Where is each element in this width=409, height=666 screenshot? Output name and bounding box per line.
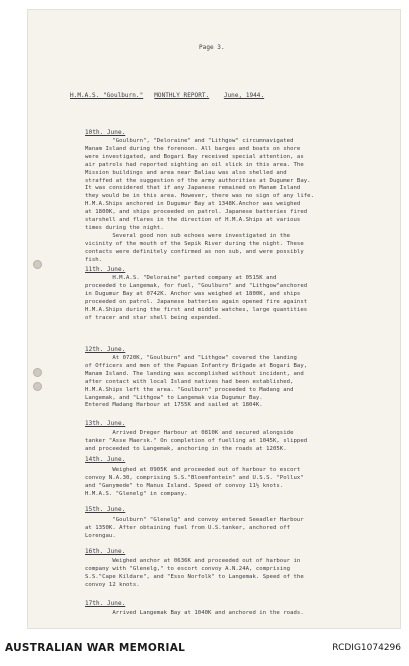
entry-text: Arrived Dreger Harbour at 0810K and secured alongside tanker "Asse Maersk." On completion of fuelling at 1045K, slipped and proceeded to Langemak, anchoring in the roads at 1205K. — [85, 430, 308, 452]
entry-date: 13th. June. — [85, 420, 126, 427]
entry-date: 12th. June. — [85, 346, 126, 353]
document-page — [28, 10, 400, 628]
entry-date: 17th. June. — [85, 600, 126, 607]
entry-text: "Goulburn" "Glenelg" and convoy entered Seeadler Harbour at 1350K. After obtaining fuel from U.S.tanker, anchored off Lorengau. — [85, 517, 304, 539]
punch-hole — [33, 368, 42, 377]
entry-text: Weighed at 0905K and proceeded out of harbour to escort convoy N.A.30, comprising S.S."Bloemfontein" and U.S.S. "Pollux" and "Ganymede" to Manus Island. Speed of convoy 11½ knots. H.M.A.S. "Glenelg" in company. — [85, 467, 304, 497]
report-month: June, 1944. — [223, 92, 265, 99]
entry-date: 15th. June. — [85, 506, 126, 513]
punch-hole — [33, 260, 42, 269]
institution-name: AUSTRALIAN WAR MEMORIAL — [5, 642, 186, 654]
entry-date: 16th. June. — [85, 548, 126, 555]
report-header — [70, 92, 264, 100]
page-number: Page 3. — [199, 44, 225, 51]
entry-text: H.M.A.S. "Deloraine" parted company at 0515K and proceeded to Langemak, for fuel, "Goulburn" and "Lithgow"anchored in Dugumur Bay at 0742K. Anchor was weighed at 1800K, and ships proceeded on patrol. Japanese batteries again opened fire against H.M.A.Ships during the first and middle watches, large quantities of tracer and star shell being expended. — [85, 275, 308, 321]
entry-text: "Goulburn", "Deloraine" and "Lithgow" circumnavigated Manam Island during the forenoon. All barges and boats on shore were investigated, and Bogari Bay received special attention, as air patrols had reported sighting an oil slick in this area. The Mission buildings and area near Baliau was also shelled and straffed at the suggestion of the army authorities at Dugumer Bay. It was considered that if any Japanese remained on Manam Island they would be in this area. However, there was no sign of any life. H.M.A.Ships anchored in Dugumur Bay at 1348K.Anchor was weighed at 1800K, and ships proceeded on patrol. Japanese batteries fired starshell and flares in the direction of H.M.A.Ships at various times during the night. Several good non sub echoes were investigated in the vicinity of the mouth of the Sepik River during the night. These contacts were definitely confirmed as non sub, and were possibly fish. — [85, 138, 314, 263]
entry-date: 10th. June. — [85, 129, 126, 136]
report-title: MONTHLY REPORT. — [154, 92, 210, 99]
punch-hole — [33, 382, 42, 391]
entry-date: 14th. June. — [85, 456, 126, 463]
ship-name: H.M.A.S. "Goulburn." — [70, 92, 144, 99]
entry-date: 11th. June. — [85, 266, 126, 273]
archive-footer — [0, 638, 409, 666]
entry-text: Arrived Langemak Bay at 1040K and anchored in the roads. — [85, 610, 304, 616]
entry-text: Weighed anchor at 0636K and proceeded out of harbour in company with "Glenelg," to escort convoy A.N.24A, comprising S.S."Cape Kildare", and "Esso Norfolk" to Langemak. Speed of the convoy 12 knots. — [85, 558, 304, 588]
record-id: RCDIG1074296 — [332, 643, 401, 653]
entry-text: At 0720K, "Goulburn" and "Lithgow" covered the landing of Officers and men of the Papuan Infantry Brigade at Bogari Bay, Manam Island. The landing was accomplished without incident, and after contact with local Island natives had been established, H.M.A.Ships left the area. "Goulburn" proceeded to Madang and Langemak, and "Lithgow" to Langemak via Dugumur Bay. Entered Madang Harbour at 1755K and sailed at 1804K. — [85, 355, 308, 409]
